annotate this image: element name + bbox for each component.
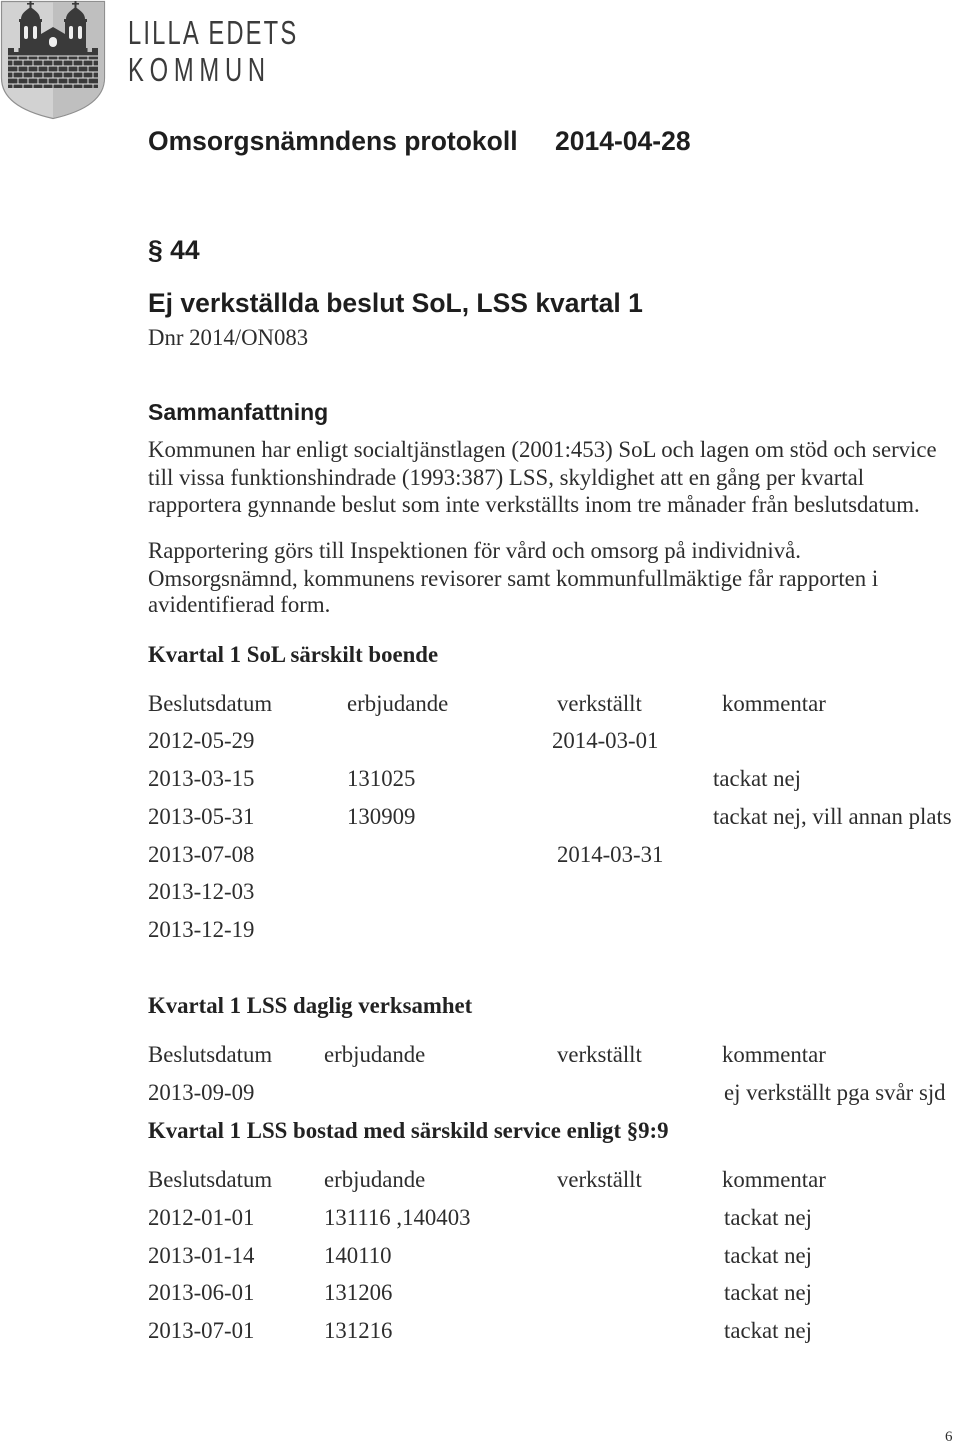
table-row (0, 1279, 960, 1306)
table-row (0, 1204, 960, 1231)
table-row (0, 916, 960, 943)
cell-kommentar: tackat nej (724, 1280, 812, 1305)
cell-beslutsdatum: 2012-05-29 (148, 728, 255, 753)
cell-beslutsdatum: 2013-03-15 (148, 766, 255, 791)
column-header-beslutsdatum: Beslutsdatum (148, 691, 273, 716)
table-row (0, 727, 960, 754)
table-row (0, 878, 960, 905)
cell-beslutsdatum: 2013-09-09 (148, 1080, 255, 1105)
cell-beslutsdatum: 2013-12-03 (148, 879, 255, 904)
summary-line: Kommunen har enligt socialtjänstlagen (2001:453) SoL och lagen om stöd och service (148, 437, 937, 462)
cell-kommentar: tackat nej (724, 1243, 812, 1268)
cell-beslutsdatum: 2013-01-14 (148, 1243, 255, 1268)
cell-kommentar: tackat nej, vill annan plats (713, 804, 952, 829)
cell-beslutsdatum: 2012-01-01 (148, 1205, 255, 1230)
cell-erbjudande: 131116 ,140403 (324, 1205, 471, 1230)
cell-beslutsdatum: 2013-07-01 (148, 1318, 255, 1343)
table-heading: Kvartal 1 LSS daglig verksamhet (148, 993, 473, 1018)
document-date: 2014-04-28 (555, 126, 691, 156)
page-number: 6 (945, 1429, 953, 1445)
table-header-row (0, 690, 960, 717)
municipality-logo (0, 0, 320, 122)
cell-kommentar: tackat nej (724, 1318, 812, 1343)
column-header-erbjudande: erbjudande (324, 1042, 426, 1067)
summary-line: Rapportering görs till Inspektionen för vård och omsorg på individnivå. (148, 538, 801, 563)
cell-erbjudande: 131025 (347, 766, 416, 791)
column-header-verkstallt: verkställt (557, 1167, 642, 1192)
table-row (0, 1242, 960, 1269)
cell-verkstallt: 2014-03-31 (557, 842, 664, 867)
cell-kommentar: ej verkställt pga svår sjd (724, 1080, 946, 1105)
table-heading: Kvartal 1 LSS bostad med särskild service enligt §9:9 (148, 1118, 669, 1143)
cell-verkstallt: 2014-03-01 (552, 728, 659, 753)
column-header-beslutsdatum: Beslutsdatum (148, 1042, 273, 1067)
table-row (0, 765, 960, 792)
column-header-erbjudande: erbjudande (324, 1167, 426, 1192)
summary-line: rapportera gynnande beslut som inte verkställts inom tre månader från beslutsdatum. (148, 492, 920, 517)
cell-kommentar: tackat nej (713, 766, 801, 791)
cell-beslutsdatum: 2013-12-19 (148, 917, 255, 942)
column-header-verkstallt: verkställt (557, 1042, 642, 1067)
table-row (0, 1317, 960, 1344)
summary-line: Omsorgsnämnd, kommunens revisorer samt kommunfullmäktige får rapporten i (148, 566, 879, 591)
column-header-kommentar: kommentar (722, 691, 826, 716)
summary-heading: Sammanfattning (148, 399, 329, 425)
document-title: Omsorgsnämndens protokoll (148, 126, 518, 156)
cell-kommentar: tackat nej (724, 1205, 812, 1230)
column-header-beslutsdatum: Beslutsdatum (148, 1167, 273, 1192)
table-header-row (0, 1041, 960, 1068)
logo-wordmark-line1: LILLA EDETS (128, 14, 299, 51)
table-row (0, 1079, 960, 1106)
column-header-kommentar: kommentar (722, 1042, 826, 1067)
summary-line: avidentifierad form. (148, 592, 331, 617)
cell-erbjudande: 130909 (347, 804, 416, 829)
section-title: Ej verkställda beslut SoL, LSS kvartal 1 (148, 288, 643, 318)
summary-line: till vissa funktionshindrade (1993:387) LSS, skyldighet att en gång per kvartal (148, 465, 865, 490)
table-heading: Kvartal 1 SoL särskilt boende (148, 642, 439, 667)
column-header-kommentar: kommentar (722, 1167, 826, 1192)
cell-beslutsdatum: 2013-05-31 (148, 804, 255, 829)
cell-beslutsdatum: 2013-07-08 (148, 842, 255, 867)
table-row (0, 841, 960, 868)
cell-erbjudande: 131206 (324, 1280, 393, 1305)
cell-erbjudande: 131216 (324, 1318, 393, 1343)
column-header-verkstallt: verkställt (557, 691, 642, 716)
coat-of-arms-icon (0, 0, 106, 120)
table-header-row (0, 1166, 960, 1193)
cell-erbjudande: 140110 (324, 1243, 392, 1268)
cell-beslutsdatum: 2013-06-01 (148, 1280, 255, 1305)
column-header-erbjudande: erbjudande (347, 691, 449, 716)
paragraph-number: § 44 (148, 235, 200, 265)
table-row (0, 803, 960, 830)
logo-wordmark-line2: KOMMUN (128, 51, 271, 88)
diary-number: Dnr 2014/ON083 (148, 325, 309, 350)
